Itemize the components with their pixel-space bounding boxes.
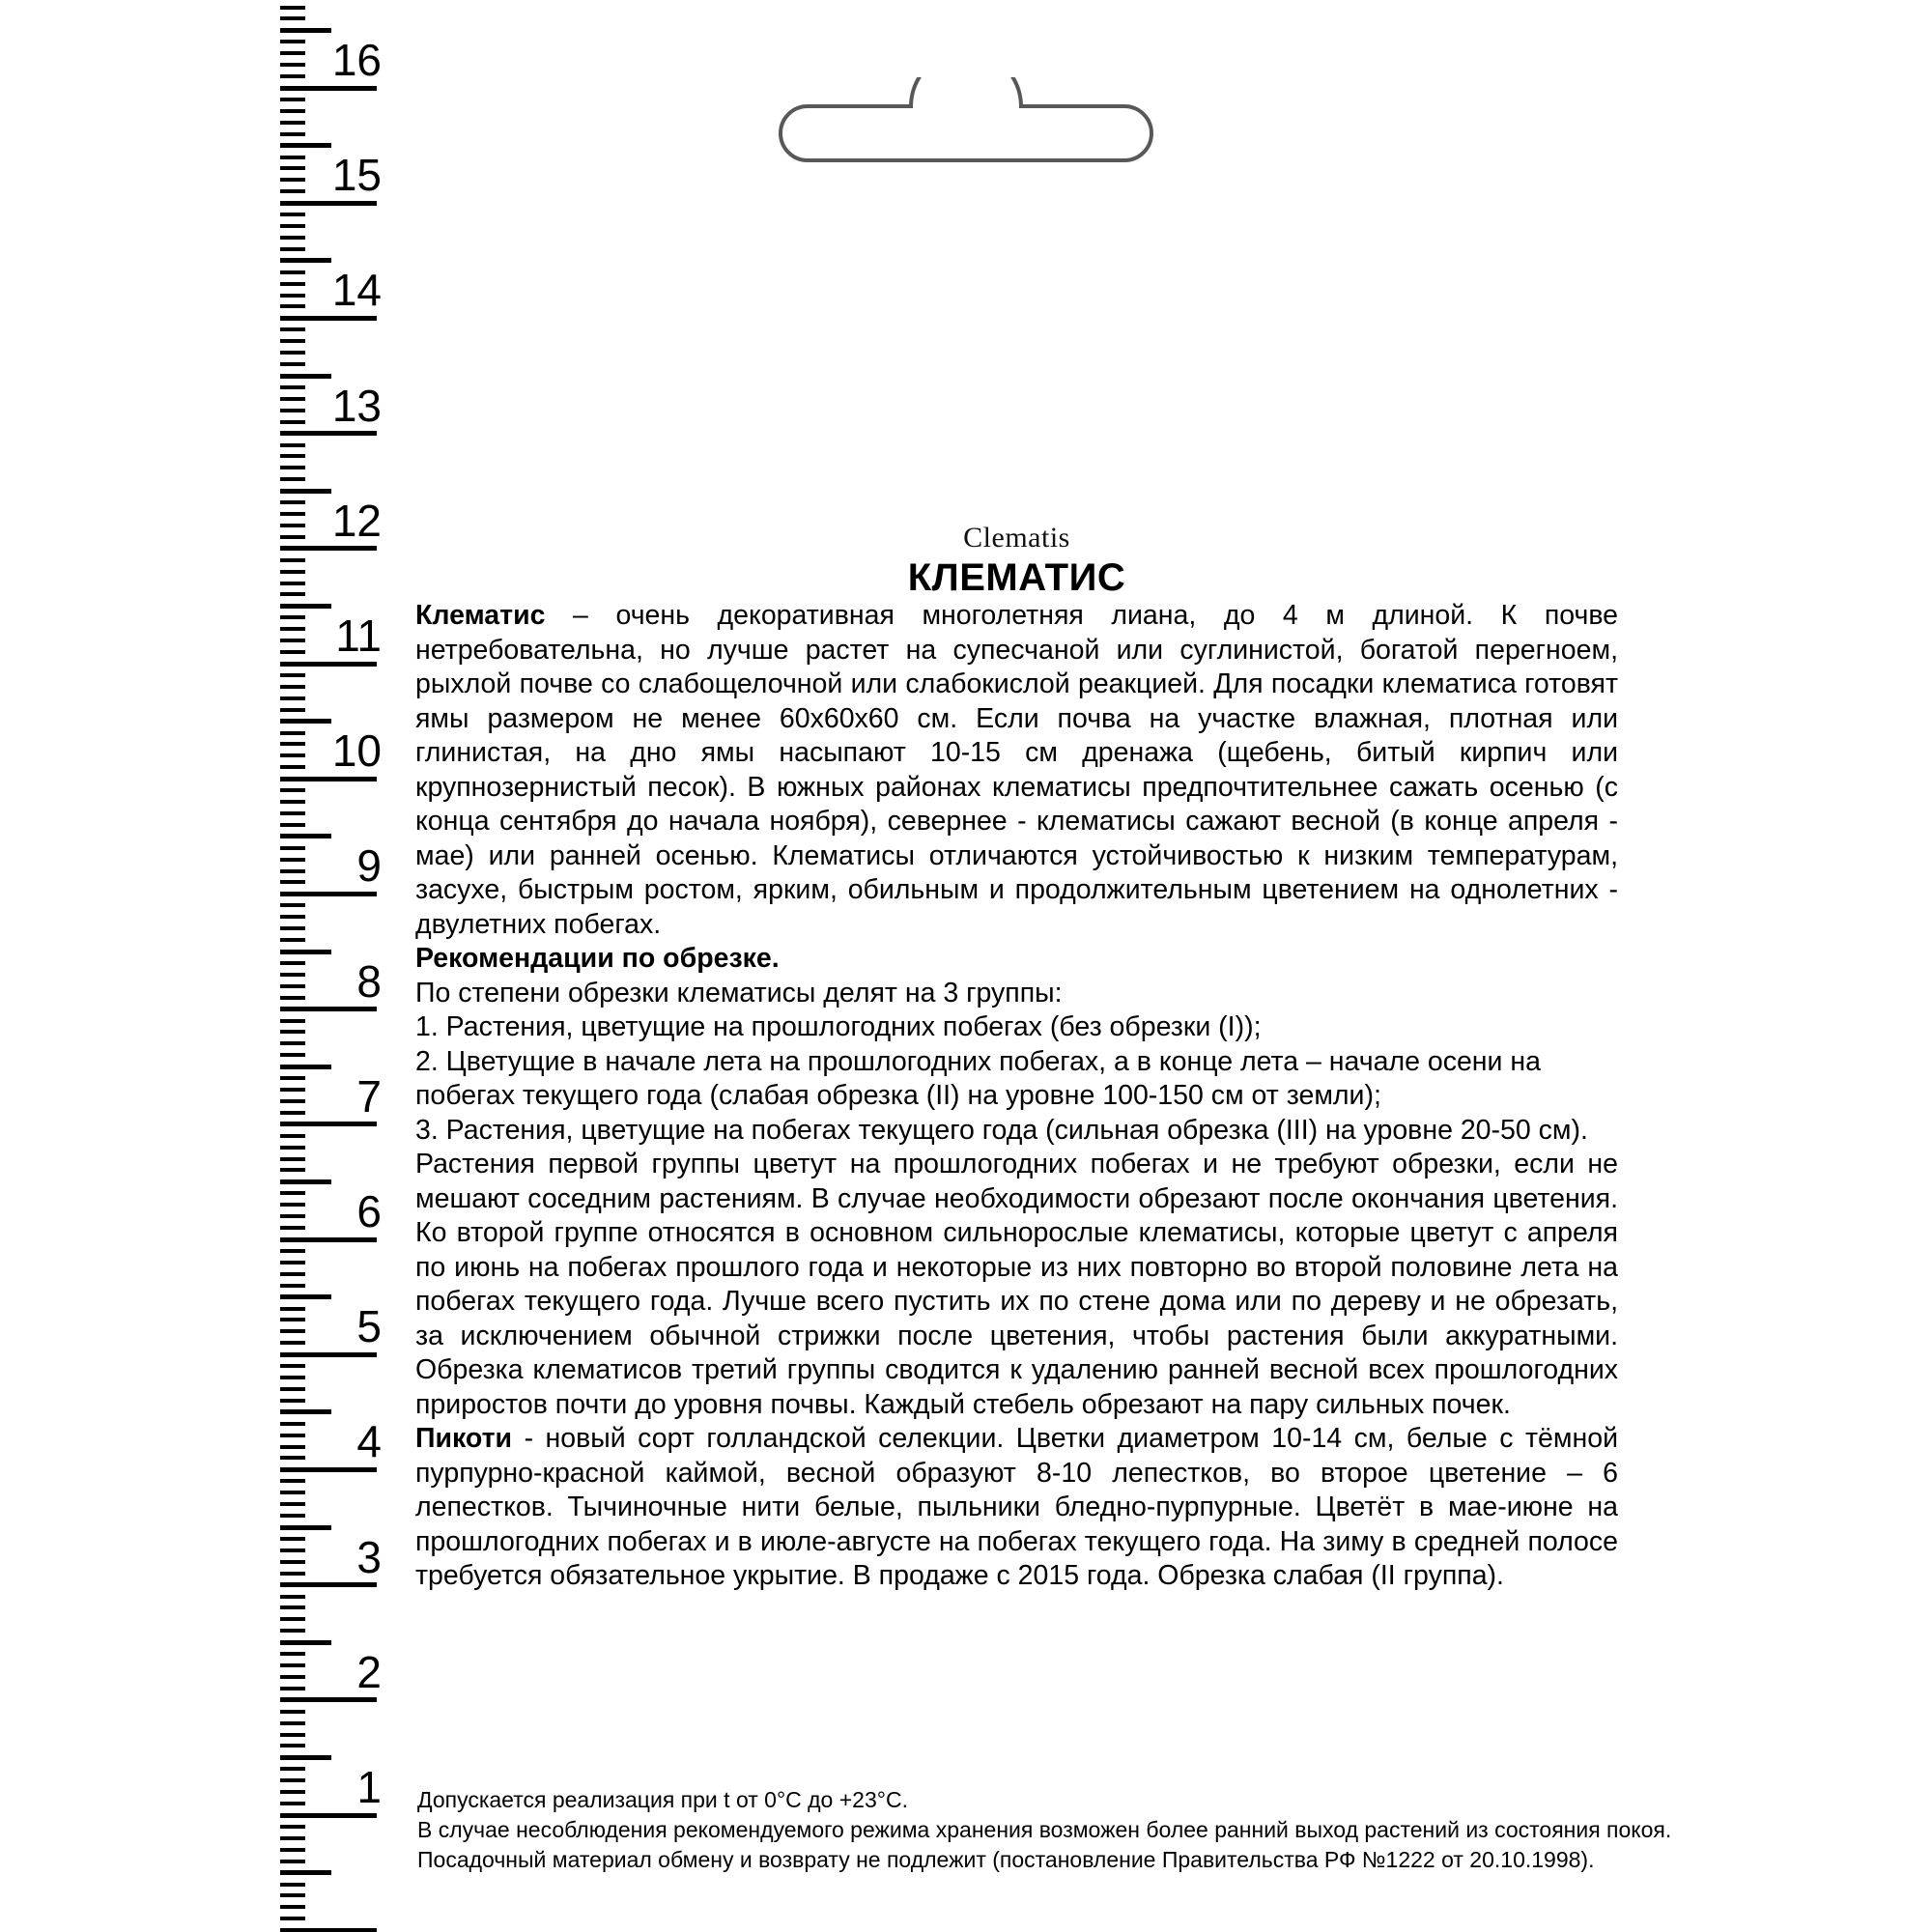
ruler-tick-major [280,1467,377,1472]
ruler-tick-minor [280,880,305,884]
ruler-tick-minor [280,1537,305,1541]
ruler-tick-half [280,143,331,148]
ruler-tick-minor [280,1214,305,1218]
ruler-tick-major [280,1813,377,1818]
ruler-tick-minor [280,1203,305,1207]
ruler-tick-minor [280,1191,305,1195]
ruler-tick-minor [280,1802,305,1805]
ruler-tick-minor [280,570,305,574]
ruler-tick-minor [280,1548,305,1552]
ruler-tick-minor [280,1605,305,1609]
ruler-tick-half [280,834,331,838]
ruler-tick-minor [280,51,305,55]
pruning-heading: Рекомендации по обрезке. [415,943,780,974]
ruler-tick-minor [280,1883,305,1887]
ruler-tick-minor [280,903,305,907]
ruler-label-2: 2 [356,1646,382,1697]
ruler-tick-minor [280,282,305,286]
ruler-tick-minor [280,6,305,10]
ruler-tick-minor [280,1030,305,1034]
ruler-tick-half [280,258,331,263]
ruler-tick-minor [280,1595,305,1599]
variety-description: - новый сорт голландской селекции. Цветки диаметром 10-14 см, белые с тёмной пурпурно-красной каймой, весной образуют 8-10 лепестков, во второе цветение – 6 лепестков. Тычиночные нити белые, пыльники бледно-пурпурные. Цветёт в мае-июне на прошлогодних побегах и в июле-августе на побегах текущего года. На зиму в средней полосе требуется обязательное укрытие. В продаже с 2015 года. Обрезка слабая (II группа). [415,1423,1618,1591]
ruler-tick-half [280,1179,331,1184]
pruning-details: Растения первой группы цветут на прошлогодних побегах и не требуют обрезки, если не мешают соседним растениям. В случае необходимости обрезают после окончания цветения. Ко второй группе относятся в основном сильнорослые клематисы, которые цветут с апреля по июнь на побегах прошлого года и некоторые из них повторно во второй половине лета на побегах текущего года. Лучше всего пустить их по стене дома или по дереву и не обрезать, за исключением обычной стрижки после цветения, чтобы растения были аккуратными. Обрезка клематисов третий группы сводится к удалению ранней весной всех прошлогодних приростов почти до уровня почвы. Каждый стебель обрезают на пару сильных почек. [415,1149,1618,1420]
ruler-tick-half [280,1294,331,1299]
ruler-tick-minor [280,1893,305,1897]
ruler-tick-minor [280,1652,305,1656]
footer-legal [417,1785,1672,1875]
ruler-tick-minor [280,858,305,862]
ruler-tick-minor [280,1502,305,1506]
ruler-tick-minor [280,109,305,113]
ruler-tick-minor [280,420,305,424]
footer-line-returns: Посадочный материал обмену и возврату не подлежит (постановление Правительства РФ №1222 от 20.10.1998). [417,1847,1595,1872]
ruler-tick-minor [280,1663,305,1667]
ruler-tick-half [280,1525,331,1530]
ruler-tick-half [280,1870,331,1875]
ruler-tick-minor [280,1744,305,1747]
footer-line-storage: В случае несоблюдения рекомендуемого режима хранения возможен более ранний выход растений из состояния покоя. [417,1817,1672,1842]
ruler-tick-minor [280,16,305,20]
ruler-tick-major [280,431,377,436]
ruler-tick-major [280,1237,377,1242]
ruler-label-16: 16 [331,35,382,85]
ruler-tick-minor [280,1917,305,1920]
ruler-tick-half [280,489,331,494]
ruler-label-1: 1 [356,1762,382,1812]
ruler-tick-minor [280,973,305,977]
ruler-tick-minor [280,1560,305,1564]
ruler-tick-major [280,1928,377,1932]
ruler-tick-minor [280,466,305,469]
ruler-tick-minor [280,1307,305,1311]
ruler-tick-minor [280,409,305,412]
ruler-tick-half [280,950,331,954]
ruler-tick-minor [280,1825,305,1829]
ruler-tick-minor [280,1491,305,1494]
ruler-tick-minor [280,1790,305,1794]
ruler-tick-minor [280,132,305,136]
ruler-tick-half [280,1065,331,1069]
ruler-tick-minor [280,650,305,654]
ruler-tick-minor [280,1019,305,1023]
ruler-label-3: 3 [356,1531,382,1582]
ruler-tick-major [280,777,377,781]
ruler-tick-major [280,86,377,91]
latin-name: Clematis [963,522,1070,554]
ruler-tick-minor [280,765,305,769]
ruler-tick-minor [280,1675,305,1679]
ruler-tick-minor [280,1387,305,1391]
ruler-tick-minor [280,1146,305,1150]
ruler-label-5: 5 [356,1301,382,1352]
ruler-tick-minor [280,742,305,746]
ruler-tick-minor [280,1088,305,1092]
ruler-tick-minor [280,397,305,401]
ruler-tick-minor [280,1261,305,1264]
ruler-tick-minor [280,1422,305,1426]
ruler-tick-minor [280,1572,305,1576]
ruler-tick-minor [280,1099,305,1103]
ruler-label-13: 13 [331,380,382,431]
ruler-tick-major [280,1582,377,1587]
ruler-tick-minor [280,1053,305,1057]
ruler-tick-minor [280,1778,305,1782]
ruler-tick-minor [280,1041,305,1045]
ruler-label-12: 12 [331,495,382,546]
ruler-tick-minor [280,454,305,458]
ruler-tick-minor [280,1767,305,1771]
ruler-tick-minor [280,189,305,193]
ruler-tick-minor [280,1284,305,1288]
description-paragraph [415,599,1618,942]
ruler-tick-minor [280,696,305,700]
ruler-tick-minor [280,1376,305,1379]
ruler-tick-minor [280,294,305,298]
ruler-tick-major [280,1352,377,1357]
ruler-tick-minor [280,615,305,619]
description-lead: Клематис [415,600,546,631]
ruler-tick-half [280,1409,331,1414]
ruler-tick-minor [280,1341,305,1345]
ruler-tick-half [280,604,331,609]
ruler-tick-major [280,1007,377,1011]
ruler-tick-minor [280,673,305,677]
ruler-tick-minor [280,236,305,240]
ruler-label-9: 9 [356,840,382,892]
ruler-tick-minor [280,1860,305,1863]
measurement-ruler [0,0,386,1932]
ruler-tick-minor [280,63,305,67]
ruler-tick-minor [280,1721,305,1725]
ruler-tick-minor [280,1629,305,1633]
ruler-tick-minor [280,351,305,355]
label-content [415,0,1618,1594]
ruler-tick-minor [280,1364,305,1368]
ruler-tick-minor [280,166,305,170]
ruler-tick-minor [280,708,305,712]
ruler-tick-minor [280,996,305,1000]
ruler-tick-minor [280,869,305,873]
ruler-tick-major [280,546,377,551]
pruning-group-3: 3. Растения, цветущие на побегах текущего года (сильная обрезка (III) на уровне 20-50 см). [415,1114,1588,1146]
ruler-tick-minor [280,731,305,735]
variety-name: Пикоти [415,1423,513,1454]
ruler-tick-minor [280,1076,305,1080]
ruler-tick-minor [280,1226,305,1230]
pruning-intro: По степени обрезки клематисы делят на 3 группы: [415,977,1063,1009]
footer-line-temperature: Допускается реализация при t от 0°C до +23°C. [417,1787,908,1812]
ruler-tick-minor [280,1479,305,1483]
ruler-tick-minor [280,385,305,389]
ruler-tick-minor [280,1168,305,1172]
ruler-tick-minor [280,811,305,815]
ruler-tick-minor [280,362,305,366]
ruler-tick-minor [280,639,305,642]
ruler-tick-minor [280,1456,305,1460]
pruning-group-2: 2. Цветущие в начале лета на прошлогодних побегах, а в конце лета – начале осени на побегах текущего года (слабая обрезка (II) на уровне 100-150 см от земли); [415,1045,1541,1111]
ruler-tick-minor [280,582,305,585]
ruler-tick-minor [280,443,305,447]
ruler-tick-half [280,374,331,379]
ruler-tick-minor [280,788,305,792]
ruler-label-7: 7 [356,1070,382,1122]
ruler-tick-major [280,201,377,206]
ruler-tick-minor [280,1134,305,1138]
ruler-tick-minor [280,1836,305,1840]
ruler-tick-minor [280,1710,305,1714]
ruler-tick-minor [280,823,305,827]
ruler-tick-minor [280,685,305,689]
ruler-tick-minor [280,1329,305,1333]
variety-paragraph [415,1422,1618,1594]
ruler-label-10: 10 [331,725,382,777]
ruler-tick-half [280,1640,331,1645]
ruler-tick-minor [280,327,305,331]
ruler-tick-minor [280,800,305,804]
ruler-tick-major [280,892,377,896]
ruler-tick-minor [280,592,305,596]
ruler-tick-minor [280,535,305,539]
ruler-label-11: 11 [335,611,382,661]
ruler-tick-minor [280,98,305,101]
ruler-label-4: 4 [356,1416,382,1467]
ruler-tick-minor [280,178,305,182]
ruler-tick-minor [280,1733,305,1737]
ruler-label-6: 6 [356,1186,382,1236]
ruler-tick-half [280,719,331,724]
ruler-tick-minor [280,1434,305,1437]
ruler-tick-minor [280,1687,305,1690]
ruler-tick-minor [280,224,305,228]
ruler-tick-minor [280,213,305,216]
ruler-tick-minor [280,477,305,481]
pruning-group-1: 1. Растения, цветущие на прошлогодних побегах (без обрезки (I)); [415,1011,1262,1042]
ruler-tick-minor [280,558,305,562]
description-body: – очень декоративная многолетняя лиана, до 4 м длиной. К почве нетребовательна, но лучше растет на супесчаной или суглинистой, богатой перегноем, рыхлой почве со слабощелочной или слабокислой реакцией. Для посадки клематиса готовят ямы размером не менее 60x60x60 см. Если почва на участке влажная, плотная или глинистая, на дно ямы насыпают 10-15 см дренажа (щебень, битый кирпич или крупнозернистый песок). В южных районах клематисы предпочтительнее сажать осенью (с конца сентября до начала ноября), севернее - клематисы сажают весной (в конце апреля - мае) или ранней осенью. Клематисы отличаются устойчивостью к низким температурам, засухе, быстрым ростом, ярким, обильным и продолжительным цветением на однолетних - двулетних побегах. [415,600,1618,940]
ruler-tick-minor [280,938,305,942]
ruler-tick-minor [280,270,305,274]
ruler-tick-half [280,28,331,33]
ruler-tick-minor [280,846,305,850]
ruler-tick-minor [280,121,305,125]
ruler-tick-minor [280,1905,305,1909]
ruler-tick-minor [280,1399,305,1403]
ruler-tick-minor [280,1617,305,1621]
title-block [415,522,1618,599]
ruler-label-15: 15 [331,150,382,201]
ruler-tick-minor [280,40,305,43]
ruler-tick-minor [280,1249,305,1253]
ruler-tick-half [280,1755,331,1760]
ruler-tick-minor [280,926,305,930]
ruler-tick-minor [280,74,305,78]
ruler-tick-minor [280,524,305,527]
ruler-tick-minor [280,247,305,251]
ruler-tick-minor [280,156,305,159]
ruler-tick-minor [280,304,305,308]
ruler-tick-major [280,662,377,667]
ruler-tick-minor [280,1111,305,1115]
ruler-label-14: 14 [331,265,382,316]
ruler-tick-minor [280,627,305,631]
ruler-label-8: 8 [356,955,382,1007]
ruler-tick-minor [280,1848,305,1852]
ruler-tick-minor [280,1318,305,1321]
ruler-tick-major [280,1697,377,1702]
ruler-tick-minor [280,500,305,504]
ruler-tick-minor [280,512,305,516]
ruler-tick-minor [280,1445,305,1449]
ruler-tick-major [280,316,377,321]
ruler-tick-minor [280,1514,305,1518]
ruler-tick-minor [280,915,305,919]
ruler-tick-major [280,1122,377,1126]
page-title: КЛЕМАТИС [907,556,1126,599]
ruler-tick-minor [280,753,305,757]
ruler-tick-minor [280,1272,305,1276]
ruler-tick-minor [280,961,305,965]
ruler-tick-minor [280,1157,305,1161]
ruler-tick-minor [280,984,305,988]
ruler-tick-minor [280,339,305,343]
